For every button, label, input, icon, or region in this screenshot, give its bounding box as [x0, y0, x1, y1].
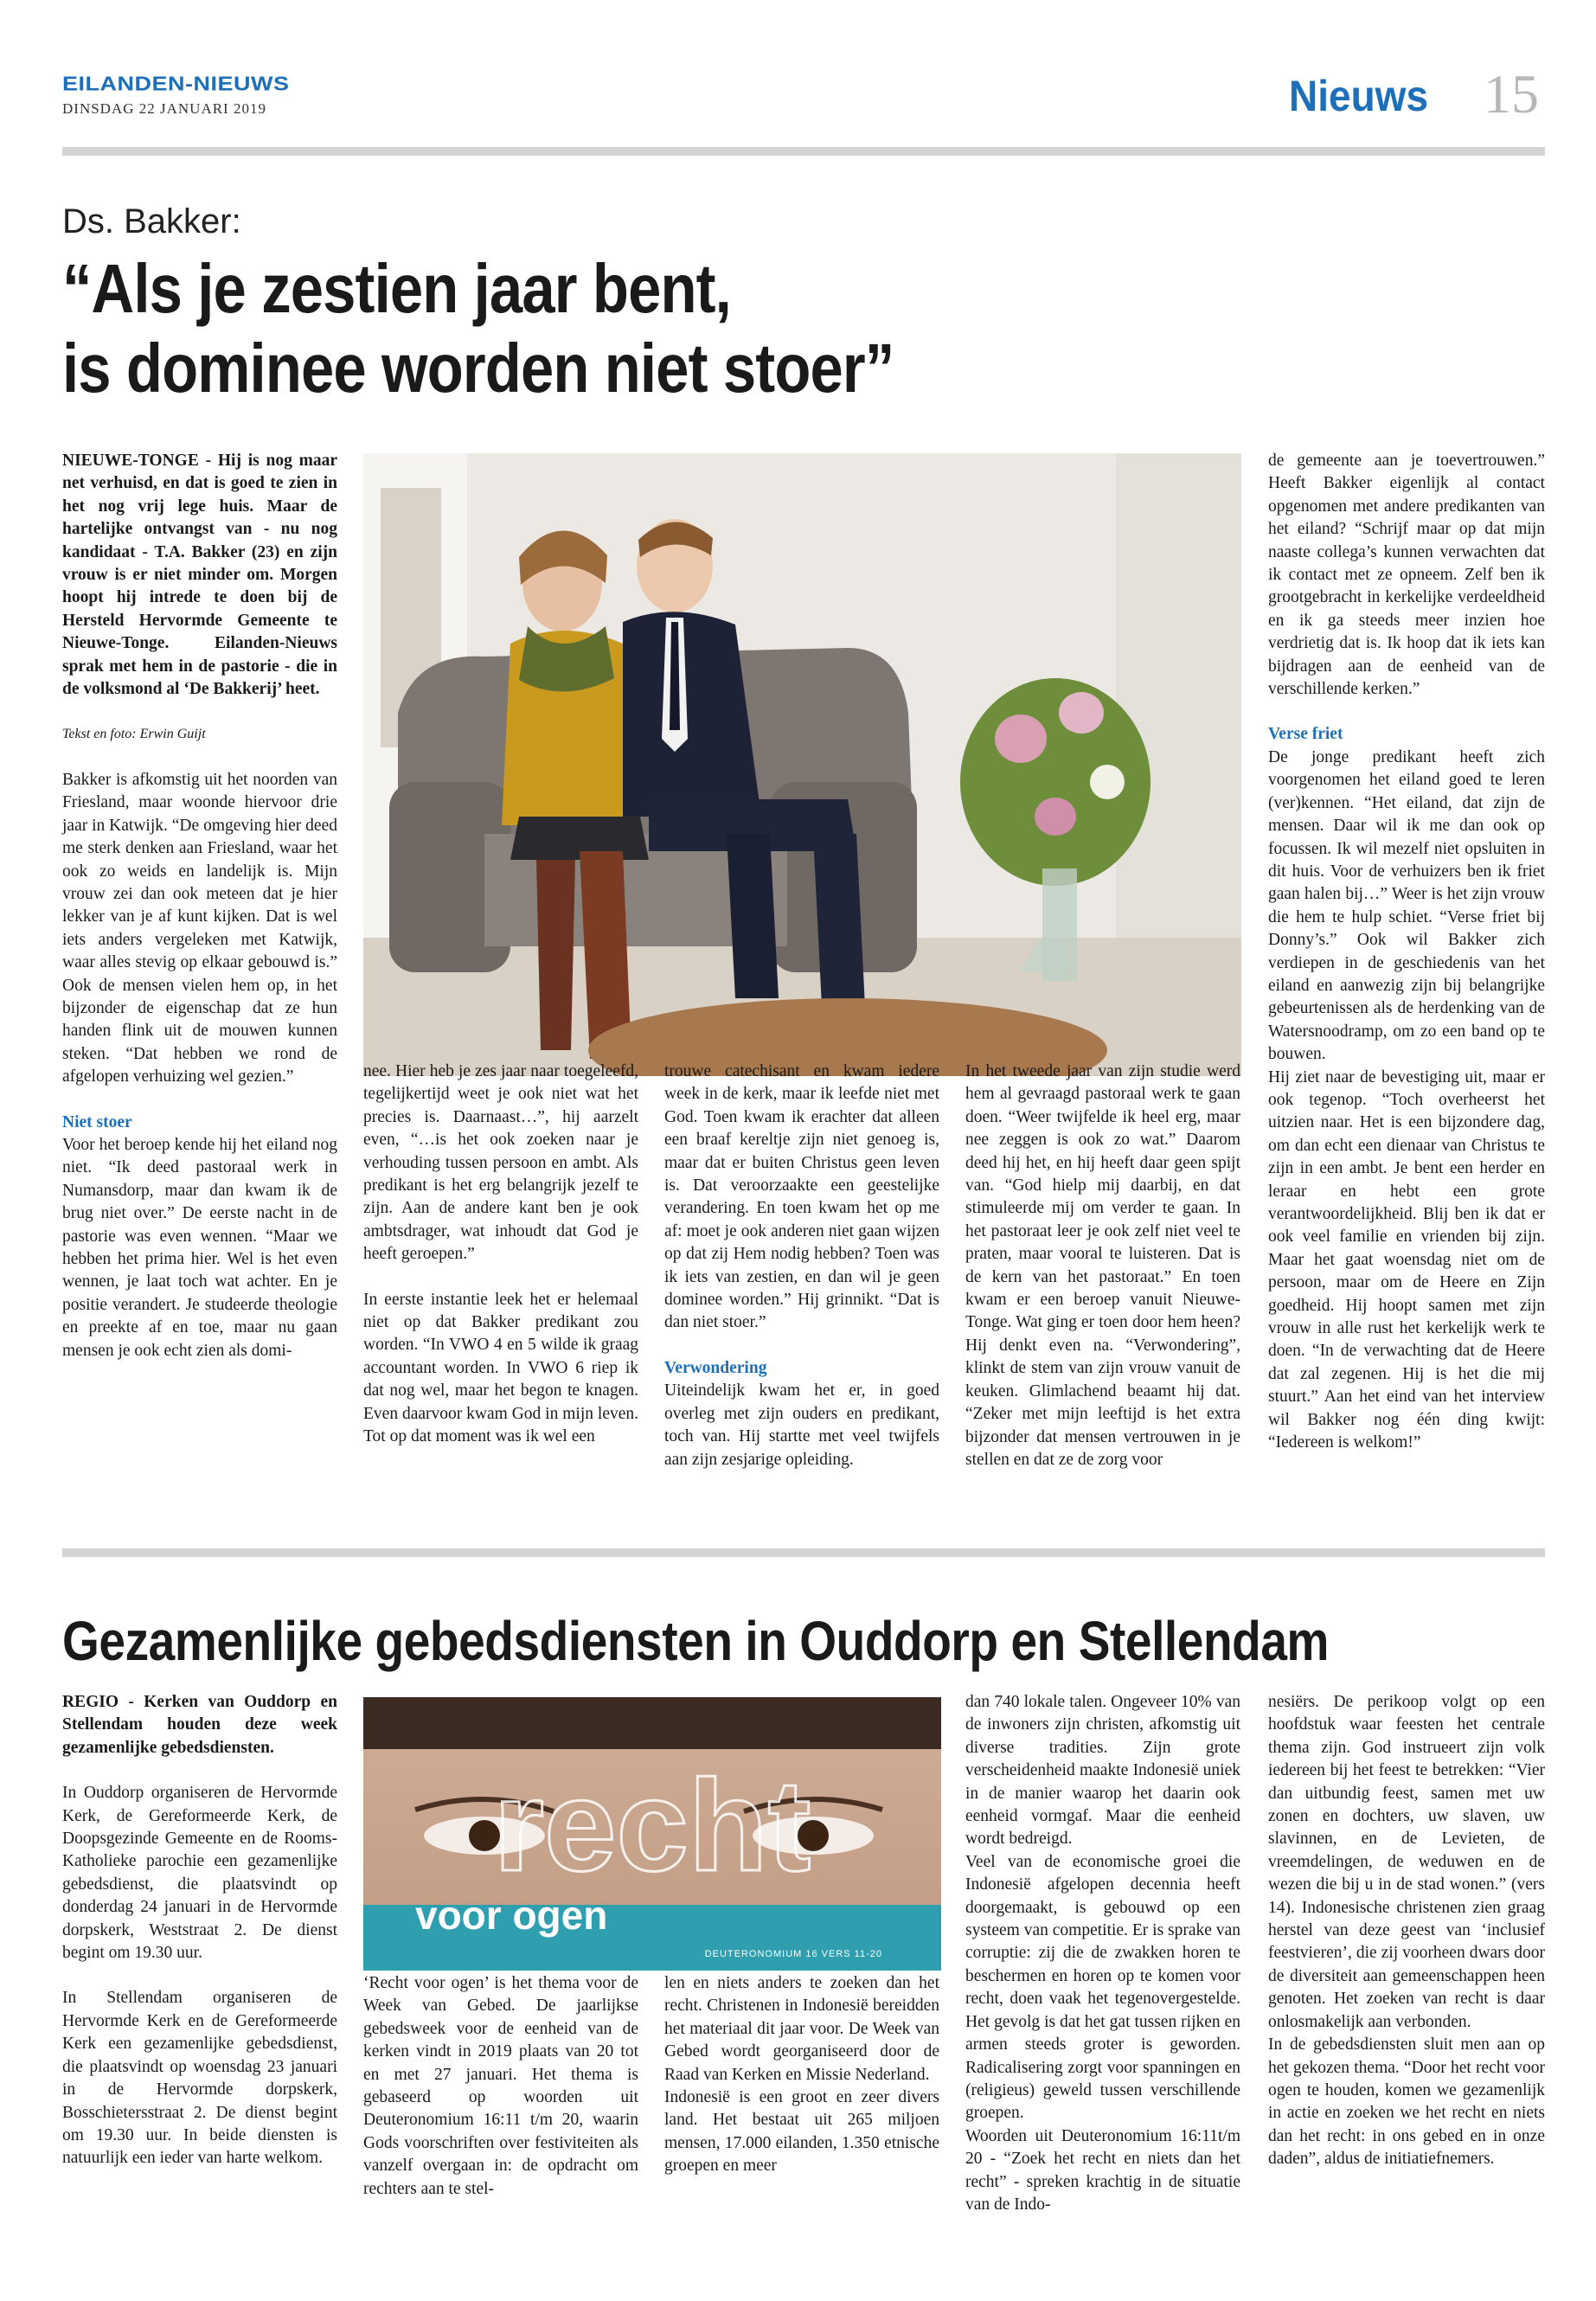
article2-column-3	[664, 1972, 939, 2178]
body-paragraph: In eerste instantie leek het er helemaal niet op dat Bakker predikant zou worden. “In VWO 4 en 5 wilde ik graag accountant worden. In VWO 6 riep ik dat nog wel, maar het begon te knagen. Even daarvoor kwam God in mijn leven. Tot op dat moment was ik wel een	[363, 1290, 638, 1446]
body-paragraph: nee. Hier heb je zes jaar naar toegeleefd, tegelijkertijd weet je ook niet wat het precies is. Daarnaast…”, hij aarzelt even, “…is het ook zoeken naar je verhouding tussen persoon en ambt. Als predikant is het erg belangrijk jezelf te zijn. Aan de andere kant ben je ook ambtsdrager, wat inhoudt dat God je heeft geroepen.”	[363, 1062, 638, 1264]
body-paragraph: trouwe catechisant en kwam iedere week in de kerk, maar ik leefde niet met God. Toen kwam ik erachter dat alleen een braaf kereltje zijn niet genoeg is, maar dat er buiten Christus geen leven is. Dat veroorzaakte een geestelijke verandering. En toen kwam het op me af: moet je ook anderen niet gaan wijzen op dat zij Hem nodig hebben? Toen was ik iets van zestien, en dan wil je geen dominee worden.” Hij grinnikt. “Dat is dan niet stoer.”	[664, 1062, 939, 1332]
article2-column-4	[965, 1691, 1240, 2216]
newspaper-logo: EILANDEN-NIEUWS	[62, 73, 290, 95]
body-paragraph: dan 740 lokale talen. Ongeveer 10% van de inwoners zijn christen, afkomstig uit diverse tradities. Zijn grote verscheidenheid maakte Indonesië uniek in de manier waarop het daarin ook eenheid vormgaf. Maar die eenheid wordt bedreigd.	[965, 1693, 1240, 1849]
article2-column-5	[1268, 1691, 1545, 2171]
article-lead: REGIO - Kerken van Ouddorp en Stellendam houden deze week gezamenlijke gebedsdiensten.	[62, 1693, 337, 1757]
poster-subtitle: voor ogen	[415, 1893, 608, 1938]
body-paragraph: Woorden uit Deuteronomium 16:11t/m 20 - “Zoek het recht en niets dan het recht” - spreken krachtig in de situatie van de Indo-	[965, 2126, 1240, 2214]
article-divider	[62, 1548, 1545, 1557]
body-paragraph: Voor het beroep kende hij het eiland nog niet. “Ik deed pastoraal werk in Numansdorp, maar dan kwam ik de brug niet over.” De eerste nacht in de pastorie was even wennen. “Maar we hebben het prima hier. Wel is het even wennen, je laat toch wat achter. En je positie verandert. Je studeerde theologie en preekte af en toe, maar nu gaan mensen je ook echt zien als domi-	[62, 1135, 337, 1360]
poster-word: recht	[493, 1753, 811, 1898]
body-paragraph: Indonesië is een groot en zeer divers land. Het bestaat uit 265 miljoen mensen, 17.000 eilanden, 1.350 etnische groepen en meer	[664, 2088, 939, 2176]
week-of-prayer-poster	[363, 1697, 941, 1971]
body-paragraph: de gemeente aan je toevertrouwen.” Heeft Bakker eigenlijk al contact opgenomen met andere predikanten van het eiland? “Schrijf maar op dat mijn naaste collega’s kunnen verwachten dat ik contact met ze opneem. Zelf ben ik grootgebracht in kerkelijke verdeeldheid en ik ga steeds meer inzien hoe verdrietig dat is. Ik hoop dat ik iets kan bijdragen aan de eenheid van de verschillende kerken.”	[1268, 452, 1545, 699]
body-paragraph: ‘Recht voor ogen’ is het thema voor de Week van Gebed. De jaarlijkse gebedsweek voor de eenheid van de kerken vindt in 2019 plaats van 20 tot en met 27 januari. Het thema is gebaseerd op woorden uit Deuteronomium 16:11 t/m 20, waarin Gods voorschriften over festiviteiten als vanzelf overgaan in: de opdracht om rechters aan te stel-	[363, 1974, 638, 2198]
couple-photo	[363, 453, 1241, 1076]
body-paragraph: Bakker is afkomstig uit het noorden van Friesland, maar woonde hiervoor drie jaar in Katwijk. “De omgeving hier deed me sterk denken aan Friesland, waar het ook zo weids en landelijk is. Mijn vrouw zei dan ook meteen dat je hier lekker van je af kunt kijken. Dat is wel iets anders vergeleken met Katwijk, waar alles stevig op elkaar gebouwd is.” Ook de mensen vielen hem op, in het bijzonder de eigenschap dat ze hun handen flink uit de mouwen kunnen steken. “Dat hebben we rond de afgelopen verhuizing wel gezien.”	[62, 770, 337, 1086]
article1-column-4	[965, 1061, 1240, 1471]
article1-column-1	[62, 450, 337, 1362]
article2-headline: Gezamenlijke gebedsdiensten in Ouddorp en Stellendam	[62, 1610, 1330, 1672]
header-rule	[62, 147, 1545, 156]
body-paragraph: In Stellendam organiseren de Hervormde Kerk en de Gereformeerde Kerk een gezamenlijke gebedsdienst, die plaatsvindt op woensdag 23 januari in de Hervormde dorpskerk, Bosschietersstraat 2. De dienst begint om 19.30 uur. In beide diensten is natuurlijk een ieder van harte welkom.	[62, 1989, 337, 2168]
article1-column-2	[363, 1061, 638, 1449]
article1-column-3	[664, 1061, 939, 1471]
article1-column-5	[1268, 450, 1545, 1454]
poster-reference: DEUTERONOMIUM 16 VERS 11-20	[704, 1949, 882, 1959]
article-lead: NIEUWE-TONGE - Hij is nog maar net verhuisd, en dat is goed te zien in het nog vrij lege huis. Maar de hartelijke ontvangst van - nu nog kandidaat - T.A. Bakker (23) en zijn vrouw is er niet minder om. Morgen hoopt hij intrede te doen bij de Hersteld Hervormde Gemeente te Nieuwe-Tonge. Eilanden-Nieuws sprak met hem in de pastorie - die in de volksmond al ‘De Bakkerij’ heet.	[62, 452, 337, 699]
body-paragraph: De jonge predikant heeft zich voorgenomen het eiland goed te leren (ver)kennen. “Het eiland, dat zijn de mensen. Daar wil ik me dan ook op focussen. Ik wil mezelf niet opsluiten in dit huis. Voor de verhuizers ben ik friet gaan halen bij…” Weer is het zijn vrouw die hem te hulp schiet. “Verse friet bij Donny’s.” Ook wil Bakker zich verdiepen in de geschiedenis van het eiland en aanwezig zijn bij belangrijke gebeurtenissen als de herdenking van de Watersnoodramp, om zo een band op te bouwen.	[1268, 747, 1545, 1064]
body-paragraph: Veel van de economische groei die Indonesië afgelopen decennia heeft doorgemaakt, is gebouwd op een systeem van competitie. Er is sprake van corruptie: zij die de zwakken horen te beschermen en horen op te komen voor recht, doen vaak het tegenovergestelde. Het gevolg is dat het gat tussen rijken en armen steeds groter is geworden. Radicalisering zorgt voor spanningen en (religieus) geweld tussen verschillende groepen.	[965, 1852, 1240, 2123]
article2-column-1	[62, 1691, 337, 2170]
body-paragraph: Uiteindelijk kwam het er, in goed overleg met zijn ouders en predikant, toch van. Hij startte met veel twijfels aan zijn zesjarige opleiding.	[664, 1381, 939, 1469]
section-title: Nieuws	[1289, 72, 1429, 120]
article2-column-2	[363, 1972, 638, 2201]
headline-line-2: is dominee worden niet stoer”	[62, 330, 894, 407]
headline-line-1: “Als je zestien jaar bent,	[62, 250, 731, 327]
subheading: Verse friet	[1268, 725, 1343, 744]
photo-credit: Tekst en foto: Erwin Guijt	[62, 727, 206, 742]
article-headline	[62, 249, 1029, 408]
issue-date: DINSDAG 22 JANUARI 2019	[62, 100, 266, 117]
subheading: Verwondering	[664, 1358, 767, 1377]
page-number: 15	[1484, 63, 1539, 125]
body-paragraph: nesiërs. De perikoop volgt op een hoofdstuk waar feesten het centrale thema zijn. God instrueert zijn volk iedereen bij het feest te betrekken: “Vier dan uitbundig feest, samen met uw zonen en dochters, uw slaven, uw slavinnen, en de Levieten, de vreemdelingen, de weduwen en de wezen die bij u in de stad wonen.” (vers 14). Indonesische christenen zien graag herstel van deze geest van ‘inclusief feestvieren’, die zij voorheen dwars door de diversiteit aan gemeenschappen heen genoten. Het zoeken van recht is daar onlosmakelijk aan verbonden.	[1268, 1693, 1545, 2031]
body-paragraph: Hij ziet naar de bevestiging uit, maar er ook tegenop. “Toch overheerst het uitzien naar. Het is een bijzondere dag, om dan echt een dienaar van Christus te zijn in een ambt. Je bent een herder en leraar en hebt een grote verantwoordelijkheid. Blij ben ik dat er ook veel familie en vrienden bij zijn. Maar het gaat woensdag niet om de persoon, maar om de Heere en Zijn goedheid. Hij hoopt samen met zijn vrouw in alle rust het kerkelijk werk te doen. “In de verwachting dat de Heere dat zal zegenen. Hij is het die mij stuurt.” Aan het eind van het interview wil Bakker nog één ding kwijt: “Iedereen is welkom!”	[1268, 1067, 1545, 1452]
body-paragraph: In de gebedsdiensten sluit men aan op het gekozen thema. “Door het recht voor ogen te houden, komen we gezamenlijk in actie en zoeken we het recht en niets dan het recht: in ons gebed en in onze daden”, aldus de initiatiefnemers.	[1268, 2035, 1545, 2169]
body-paragraph: In het tweede jaar van zijn studie werd hem al gevraagd pastoraal werk te gaan doen. “Weer twijfelde ik heel erg, maar nee zeggen is ook zo wat.” Daarom deed hij het, en hij heeft daar geen spijt van. “God hielp mij daarbij, en dat stimuleerde mij om verder te gaan. In het pastoraat leer je ook zelf niet veel te praten, maar vooral te luisteren. Dat is de kern van het pastoraat.” En toen kwam er een beroep vanuit Nieuwe-Tonge. Wat ging er toen door hem heen? Hij denkt even na. “Verwondering”, klinkt de stem van zijn vrouw vanuit de keuken. Glimlachend beaamt hij dat. “Zeker met mijn leeftijd is het extra bijzonder dat mensen vertrouwen in je stellen en dat ze de zorg voor	[965, 1062, 1240, 1469]
body-paragraph: len en niets anders te zoeken dan het recht. Christenen in Indonesië bereidden het materiaal dit jaar voor. De Week van Gebed wordt georganiseerd door de Raad van Kerken en Missie Nederland.	[664, 1974, 939, 2084]
article-kicker: Ds. Bakker:	[62, 202, 241, 240]
body-paragraph: In Ouddorp organiseren de Hervormde Kerk, de Gereformeerde Kerk, de Doopsgezinde Gemeente en de Rooms-Katholieke parochie een gezamenlijke gebedsdienst, die plaatsvindt op donderdag 24 januari in de Hervormde dorpskerk, Weststraat 2. De dienst begint om 19.30 uur.	[62, 1784, 337, 1963]
subheading: Niet stoer	[62, 1112, 132, 1131]
